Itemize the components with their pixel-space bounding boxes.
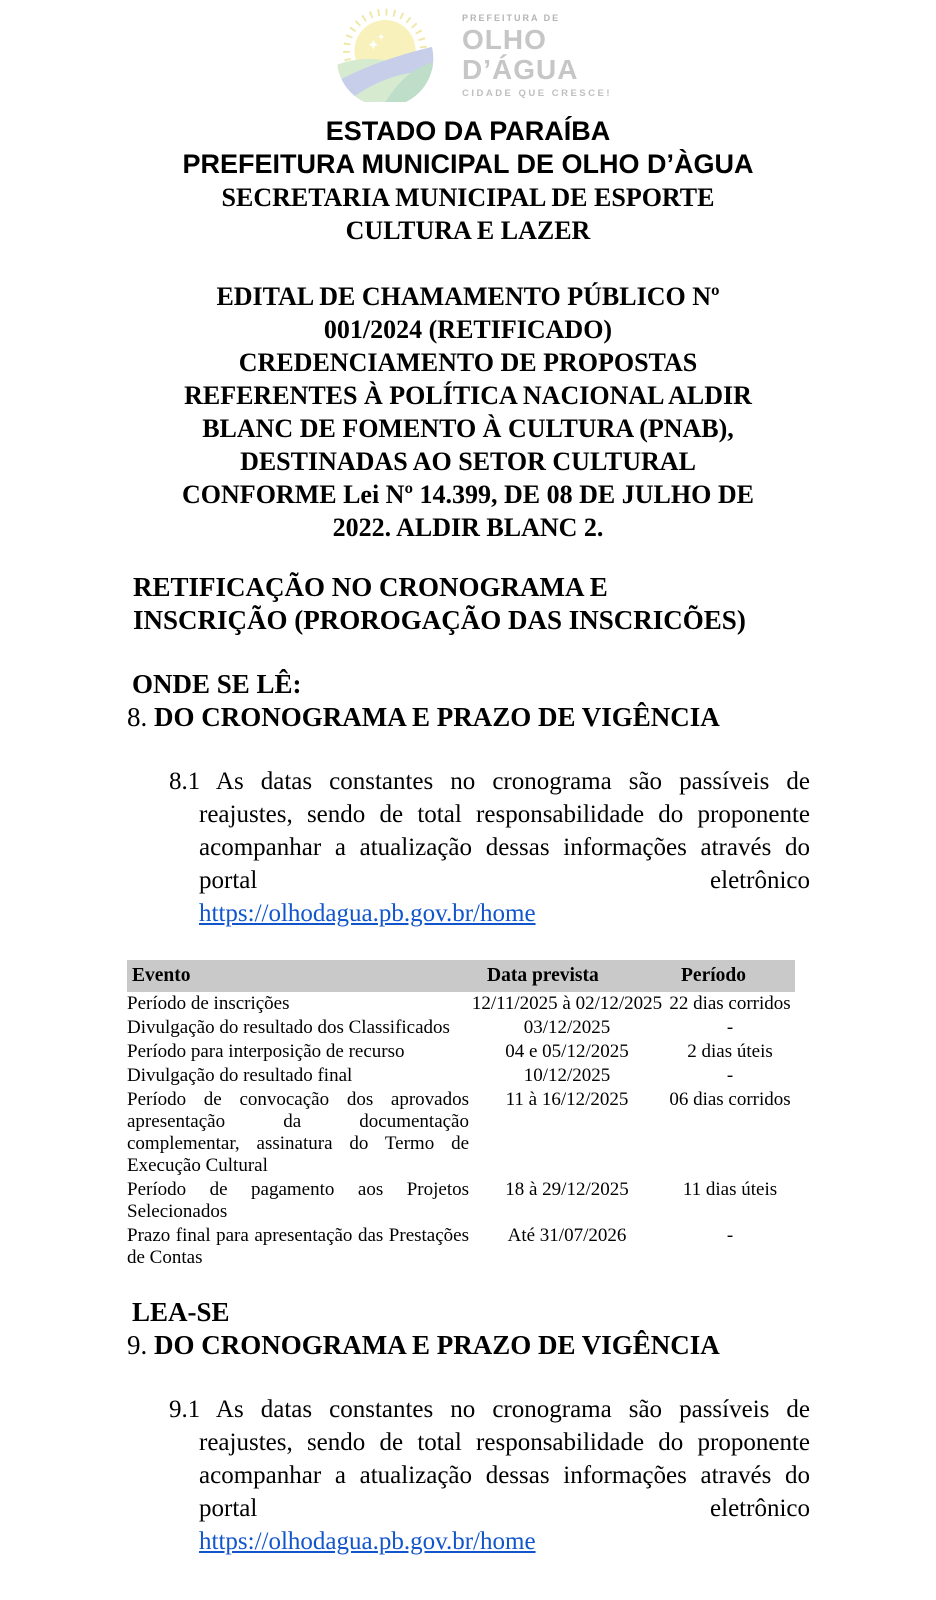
table-row bbox=[127, 1178, 795, 1224]
cell-evento: Divulgação do resultado dos Classificados bbox=[127, 1017, 450, 1038]
table-header-row bbox=[127, 960, 795, 992]
lea-se-label: LEA-SE bbox=[132, 1297, 230, 1327]
logo-name-line1: OLHO bbox=[461, 24, 547, 55]
clause-8-1-number: 8.1 bbox=[169, 768, 201, 795]
cell-periodo: - bbox=[726, 1225, 734, 1246]
edital-title-line: CREDENCIAMENTO DE PROPOSTAS bbox=[238, 348, 698, 377]
logo-tagline: CIDADE QUE CRESCE! bbox=[461, 88, 613, 99]
cell-data: 04 e 05/12/2025 bbox=[505, 1041, 629, 1062]
logo-wordmark bbox=[462, 6, 612, 99]
edital-title-line: 001/2024 (RETIFICADO) bbox=[323, 315, 613, 344]
cell-data: 12/11/2025 à 02/12/2025 bbox=[471, 993, 663, 1014]
state-heading: ESTADO DA PARAÍBA bbox=[325, 116, 611, 146]
edital-title-line: REFERENTES À POLÍTICA NACIONAL ALDIR bbox=[184, 381, 752, 410]
table-row bbox=[127, 1224, 795, 1270]
edital-title-line: CONFORME Lei Nº 14.399, DE 08 DE JULHO DE bbox=[182, 480, 754, 509]
col-header-periodo: Período bbox=[665, 960, 795, 992]
cell-evento: Divulgação do resultado final bbox=[127, 1065, 353, 1086]
cell-periodo: - bbox=[726, 1065, 734, 1086]
retification-heading bbox=[133, 571, 810, 637]
cell-data: 03/12/2025 bbox=[523, 1017, 611, 1038]
cell-periodo: 11 dias úteis bbox=[682, 1179, 778, 1200]
edital-title-line: DESTINADAS AO SETOR CULTURAL bbox=[240, 447, 696, 476]
cell-periodo: 2 dias úteis bbox=[687, 1041, 773, 1062]
logo-name-line2: D’ÁGUA bbox=[461, 54, 579, 85]
section-8-heading bbox=[127, 701, 810, 734]
cell-evento: Prazo final para apresentação das Prestações de Contas bbox=[127, 1225, 469, 1268]
cell-data: 18 à 29/12/2025 bbox=[505, 1179, 629, 1200]
retification-heading-line: INSCRIÇÃO (PROROGAÇÃO DAS INSCRICÕES) bbox=[133, 605, 746, 635]
section-9-heading bbox=[127, 1329, 810, 1362]
letterhead bbox=[0, 115, 936, 247]
clause-8-1-paragraph bbox=[169, 765, 810, 897]
cell-evento: Período de pagamento aos Projetos Selecionados bbox=[127, 1179, 469, 1222]
table-row bbox=[127, 1040, 795, 1064]
retification-heading-line: RETIFICAÇÃO NO CRONOGRAMA E bbox=[133, 572, 608, 602]
cell-evento: Período de inscrições bbox=[127, 993, 290, 1014]
table-row bbox=[127, 992, 795, 1016]
table-row bbox=[127, 1088, 795, 1178]
edital-title bbox=[0, 280, 936, 544]
section-8-title: DO CRONOGRAMA E PRAZO DE VIGÊNCIA bbox=[154, 702, 720, 732]
portal-link-8[interactable]: https://olhodagua.pb.gov.br/home bbox=[199, 900, 536, 927]
clause-8-1-text: As datas constantes no cronograma são passíveis de reajustes, sendo de total responsabilidade do proponente acompanhar a atualização dessas informações através do portal eletrônico bbox=[199, 768, 810, 894]
sun-hills-logo-icon bbox=[324, 6, 452, 102]
cell-data: 10/12/2025 bbox=[523, 1065, 611, 1086]
col-header-evento: Evento bbox=[127, 960, 469, 992]
cell-evento: Período para interposição de recurso bbox=[127, 1041, 405, 1062]
section-9-title: DO CRONOGRAMA E PRAZO DE VIGÊNCIA bbox=[154, 1330, 720, 1360]
section-9-number: 9. bbox=[127, 1330, 148, 1360]
secretariat-heading-line2: CULTURA E LAZER bbox=[345, 216, 591, 245]
logo-subtitle: PREFEITURA DE bbox=[461, 13, 561, 23]
secretariat-heading-line1: SECRETARIA MUNICIPAL DE ESPORTE bbox=[221, 183, 715, 212]
table-row bbox=[127, 1016, 795, 1040]
cell-periodo: 22 dias corridos bbox=[669, 993, 791, 1014]
cell-data: 11 à 16/12/2025 bbox=[505, 1089, 629, 1110]
cell-data: Até 31/07/2026 bbox=[507, 1225, 627, 1246]
municipality-heading: PREFEITURA MUNICIPAL DE OLHO D’ÀGUA bbox=[182, 149, 754, 179]
cell-periodo: 06 dias corridos bbox=[669, 1089, 791, 1110]
onde-se-le-label: ONDE SE LÊ: bbox=[132, 669, 302, 699]
clause-9-1-paragraph bbox=[169, 1393, 810, 1525]
section-8-number: 8. bbox=[127, 702, 148, 732]
edital-title-line: EDITAL DE CHAMAMENTO PÚBLICO Nº bbox=[216, 282, 720, 311]
clause-9-1-number: 9.1 bbox=[169, 1396, 201, 1423]
clause-9-1-text: As datas constantes no cronograma são passíveis de reajustes, sendo de total responsabilidade do proponente acompanhar a atualização dessas informações através do portal eletrônico bbox=[199, 1396, 810, 1522]
cell-periodo: - bbox=[726, 1017, 734, 1038]
cell-evento: Período de convocação dos aprovados apresentação da documentação complementar, assinatura do Termo de Execução Cultural bbox=[127, 1089, 469, 1176]
edital-title-line: 2022. ALDIR BLANC 2. bbox=[332, 513, 604, 542]
col-header-data: Data prevista bbox=[469, 960, 665, 992]
portal-link-9[interactable]: https://olhodagua.pb.gov.br/home bbox=[199, 1528, 536, 1555]
municipal-logo bbox=[0, 6, 936, 102]
table-row bbox=[127, 1064, 795, 1088]
edital-title-line: BLANC DE FOMENTO À CULTURA (PNAB), bbox=[202, 414, 734, 443]
cronograma-table bbox=[127, 960, 795, 1270]
